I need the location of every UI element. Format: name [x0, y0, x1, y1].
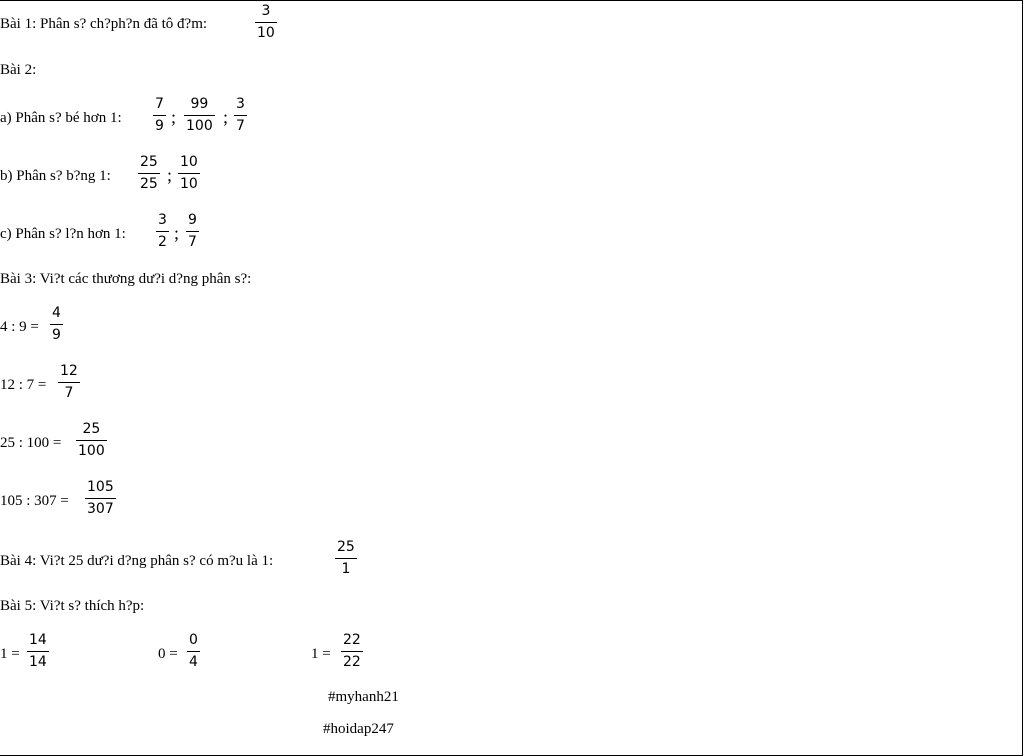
hashtag-hoidap247: #hoidap247 [323, 721, 394, 737]
numerator: 4 [52, 305, 61, 321]
bai1-fraction [255, 3, 277, 42]
bai3-row-3-lhs: 25 : 100 = [0, 435, 62, 451]
bai5-eq-1-lhs: 1 = [0, 646, 20, 662]
denominator: 10 [180, 176, 198, 192]
bai3-row-4-lhs: 105 : 307 = [0, 493, 69, 509]
bai5-title: Bài 5: Vi?t s? thích h?p: [0, 598, 145, 614]
bai2a-fraction-1 [153, 96, 166, 135]
fraction-bar [341, 651, 363, 652]
denominator: 4 [189, 654, 198, 670]
denominator: 7 [64, 385, 74, 401]
fraction-bar [58, 382, 80, 383]
hashtag-myhanh21: #myhanh21 [328, 689, 399, 705]
fraction-bar [335, 558, 357, 559]
separator: ; [171, 107, 177, 127]
fraction-bar [184, 115, 215, 116]
fraction-bar [187, 651, 200, 652]
numerator: 22 [343, 632, 361, 648]
numerator: 12 [60, 363, 78, 379]
fraction-bar [255, 22, 277, 23]
bai2c-text: c) Phân s? l?n hơn 1: [0, 226, 126, 242]
numerator: 10 [180, 154, 198, 170]
bai3-row-1-fraction [50, 305, 63, 344]
separator: ; [167, 165, 173, 185]
bai4-fraction [335, 539, 357, 578]
denominator: 7 [236, 118, 245, 134]
fraction-bar [153, 115, 166, 116]
numerator: 25 [82, 421, 101, 437]
fraction-bar [85, 498, 116, 499]
bai2a-text: a) Phân s? bé hơn 1: [0, 110, 122, 126]
fraction-bar [186, 231, 199, 232]
bai5-eq-2-lhs: 0 = [158, 646, 178, 662]
numerator: 25 [140, 154, 158, 170]
numerator: 0 [189, 632, 198, 648]
fraction-bar [50, 324, 63, 325]
numerator: 9 [188, 212, 197, 228]
bai1-numerator: 3 [261, 3, 271, 19]
bai5-eq-2-fraction [187, 632, 200, 671]
fraction-bar [138, 173, 160, 174]
denominator: 2 [158, 234, 167, 250]
bai3-row-1-lhs: 4 : 9 = [0, 319, 39, 335]
bai5-eq-3-fraction [341, 632, 363, 671]
denominator: 9 [155, 118, 164, 134]
bai4-text: Bài 4: Vi?t 25 dư?i d?ng phân s? có m?u là 1: [0, 553, 274, 569]
bai2c-fraction-2 [186, 212, 199, 251]
bai5-eq-3-lhs: 1 = [311, 646, 331, 662]
fraction-bar [234, 115, 247, 116]
fraction-bar [27, 651, 49, 652]
denominator: 307 [87, 501, 114, 517]
numerator: 25 [337, 539, 355, 555]
bai3-row-4-fraction [85, 479, 116, 518]
numerator: 7 [155, 96, 164, 112]
bai2a-fraction-3 [234, 96, 247, 135]
denominator: 100 [186, 118, 213, 134]
denominator: 14 [29, 654, 47, 670]
bai3-row-2-lhs: 12 : 7 = [0, 377, 47, 393]
denominator: 25 [140, 176, 158, 192]
numerator: 3 [236, 96, 245, 112]
bai1-denominator: 10 [257, 25, 275, 41]
denominator: 22 [343, 654, 361, 670]
bai2b-text: b) Phân s? b?ng 1: [0, 168, 111, 184]
bai3-title: Bài 3: Vi?t các thương dư?i d?ng phân s?: [0, 271, 252, 287]
bai2b-fraction-1 [138, 154, 160, 193]
denominator: 9 [52, 327, 61, 343]
bai1-text: Bài 1: Phân s? ch?ph?n đã tô đ?m: [0, 16, 208, 32]
denominator: 7 [188, 234, 197, 250]
bai3-row-2-fraction [58, 363, 80, 402]
bai2-title: Bài 2: [0, 62, 37, 78]
numerator: 3 [158, 212, 167, 228]
separator: ; [223, 107, 229, 127]
numerator: 105 [87, 479, 114, 495]
bai2c-fraction-1 [156, 212, 169, 251]
separator: ; [174, 223, 180, 243]
denominator: 100 [78, 443, 105, 459]
fraction-bar [178, 173, 200, 174]
bai5-eq-1-fraction [27, 632, 49, 671]
fraction-bar [156, 231, 169, 232]
numerator: 14 [29, 632, 47, 648]
fraction-bar [76, 440, 107, 441]
bai3-row-3-fraction [76, 421, 107, 460]
denominator: 1 [341, 561, 351, 577]
bai2b-fraction-2 [178, 154, 200, 193]
bai2a-fraction-2 [184, 96, 215, 135]
numerator: 99 [190, 96, 209, 112]
